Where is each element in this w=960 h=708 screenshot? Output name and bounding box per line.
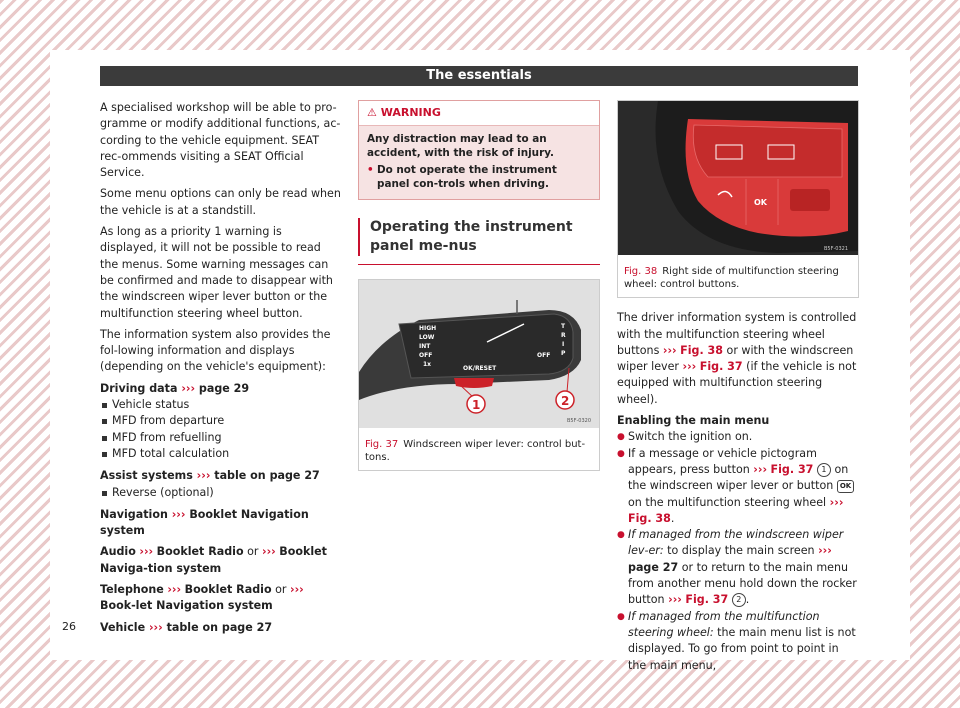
- callout-number: 2: [732, 593, 746, 607]
- booklet-link[interactable]: Booklet Navigation system: [100, 507, 309, 538]
- figure-link[interactable]: Fig. 38: [680, 343, 723, 357]
- figure-caption: Fig. 37 Windscreen wiper lever: control but-tons.: [365, 439, 586, 464]
- paragraph: The information system also provides the fol-lowing information and displays (depending on the vehicle's equipment):: [100, 327, 331, 374]
- page-number: 26: [62, 620, 76, 633]
- svg-text:R: R: [561, 332, 566, 339]
- list-item: ● If managed from the windscreen wiper lev-er: to display the main screen ››› page 27 or to return to the main menu from another menu hold down the rocker button ››› Fig. 37 2 .: [617, 527, 859, 608]
- navigation-line: Navigation ››› Booklet Navigation system: [100, 507, 309, 538]
- paragraph: The driver information system is controlled with the multifunction steering wheel buttons ››› Fig. 38 or with the windscreen wiper lever ››› Fig. 37 (if the vehicle is not equipped with multifunction steering wheel).: [617, 311, 857, 406]
- rocker-button: [790, 189, 830, 211]
- column-middle: [358, 100, 600, 471]
- ok-label: OK: [754, 198, 767, 207]
- svg-text:1: 1: [472, 398, 481, 412]
- warning-box: [358, 100, 600, 200]
- lever-label-int: INT: [419, 343, 431, 350]
- figure-label: Fig. 38: [624, 266, 658, 278]
- telephone-line: Telephone ››› Booklet Radio or ››› Book-let Navigation system: [100, 583, 304, 613]
- list-item: Reverse (optional): [100, 485, 342, 501]
- figure-link[interactable]: Fig. 37: [699, 360, 743, 374]
- vehicle-line: Vehicle ››› table on page 27: [100, 620, 273, 634]
- column-right: [617, 100, 859, 674]
- svg-text:2: 2: [561, 394, 570, 408]
- figure-link[interactable]: Fig. 37: [685, 593, 729, 607]
- ok-reset-label: OK/RESET: [463, 365, 497, 372]
- svg-text:I: I: [562, 341, 565, 348]
- booklet-link[interactable]: Book-let Navigation system: [100, 599, 273, 613]
- page-link[interactable]: page 27: [628, 560, 679, 574]
- list-item: ● If managed from the multifunction steering wheel: the main menu list is not displayed. To go from point to point in the main menu,: [617, 609, 859, 674]
- list-item: ● Switch the ignition on.: [617, 429, 859, 445]
- figure-caption: Fig. 38 Right side of multifunction steering wheel: control buttons.: [624, 266, 839, 291]
- figure-label: Fig. 37: [365, 439, 399, 451]
- figure-code: B5F-0320: [567, 418, 592, 424]
- section-rule: [358, 256, 600, 265]
- figure-code: B5F-0321: [824, 246, 849, 252]
- steering-wheel-illustration: [618, 101, 858, 255]
- lever-label-1x: 1x: [423, 361, 432, 368]
- page-header: The essentials: [100, 66, 858, 86]
- page-link[interactable]: page 29: [198, 381, 250, 395]
- booklet-link[interactable]: Booklet Naviga-tion system: [100, 545, 327, 575]
- warning-triangle-icon: ⚠: [367, 106, 377, 119]
- warning-bullet: • Do not operate the instrument panel con-trols when driving.: [367, 163, 591, 191]
- list-item: MFD from departure: [100, 413, 342, 429]
- table-link[interactable]: table on page 27: [214, 469, 320, 483]
- ok-button-symbol: OK: [837, 480, 854, 493]
- lever-label-high: HIGH: [419, 325, 437, 332]
- wiper-lever-illustration: [359, 280, 599, 428]
- booklet-link[interactable]: Booklet Radio: [156, 545, 244, 559]
- booklet-link[interactable]: Booklet Radio: [184, 583, 272, 597]
- assist-systems-list: [100, 485, 342, 501]
- lever-label-off: OFF: [419, 352, 433, 359]
- list-item: ● If a message or vehicle pictogram appears, press button ››› Fig. 37 1 on the windscreen wiper lever or button OK on the multifunction steering wheel ››› Fig. 38.: [617, 446, 859, 527]
- warning-header: ⚠ WARNING: [359, 101, 599, 126]
- paragraph: As long as a priority 1 warning is displayed, it will not be possible to read the menus. Some warning messages can be confirmed and made to disappear with the windscreen wiper lever button or the multifunction steering wheel button.: [100, 225, 333, 320]
- lever-label-low: LOW: [419, 334, 435, 341]
- subheading: Enabling the main menu: [617, 414, 770, 428]
- svg-text:T: T: [561, 323, 566, 330]
- audio-line: Audio ››› Booklet Radio or ››› Booklet Naviga-tion system: [100, 545, 327, 575]
- figure-37: [358, 279, 600, 471]
- svg-text:P: P: [561, 350, 566, 357]
- section-title: Operating the instrument panel me-nus: [358, 218, 600, 256]
- driving-data-list: [100, 397, 342, 462]
- driving-data-line: Driving data ››› page 29: [100, 381, 250, 395]
- list-item: Vehicle status: [100, 397, 342, 413]
- column-left: [100, 100, 342, 641]
- list-item: MFD from refuelling: [100, 430, 342, 446]
- warning-body: [359, 126, 599, 199]
- paragraph: Some menu options can only be read when the vehicle is at a standstill.: [100, 187, 341, 217]
- table-link[interactable]: table on page 27: [166, 620, 273, 634]
- assist-systems-line: Assist systems ››› table on page 27: [100, 469, 320, 483]
- figure-link[interactable]: Fig. 37: [770, 462, 814, 476]
- list-item: MFD total calculation: [100, 446, 342, 462]
- warning-text: Any distraction may lead to an accident, with the risk of injury.: [367, 133, 554, 159]
- figure-38: [617, 100, 859, 298]
- off-label: OFF: [537, 352, 551, 359]
- paragraph: A specialised workshop will be able to pro-gramme or modify additional functions, ac-cording to the vehicle equipment. SEAT rec-ommends visiting a SEAT Official Service.: [100, 101, 341, 180]
- figure-link[interactable]: Fig. 38: [628, 511, 671, 525]
- callout-number: 1: [817, 463, 831, 477]
